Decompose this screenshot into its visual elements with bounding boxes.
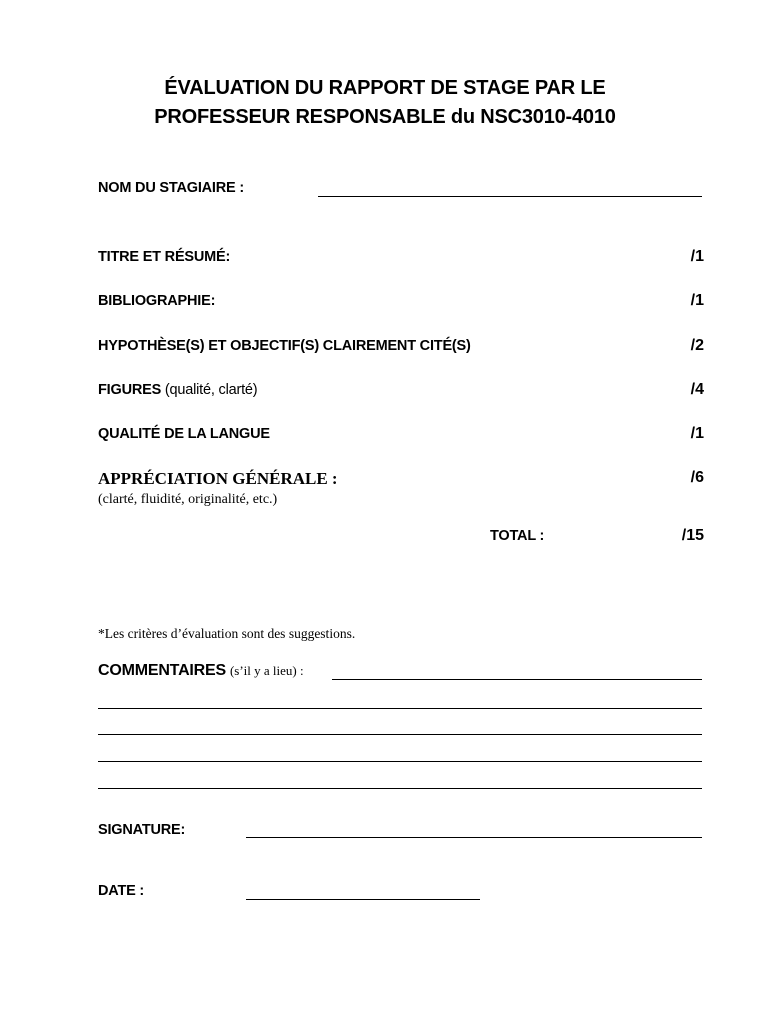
comments-label: [98, 662, 304, 680]
comments-field-line-5[interactable]: [98, 788, 702, 789]
student-name-field[interactable]: [318, 196, 702, 197]
student-name-label: NOM DU STAGIAIRE :: [98, 180, 244, 196]
criterion-figures-note: (qualité, clarté): [164, 382, 258, 398]
criterion-figures-score: /4: [690, 381, 704, 398]
form-title-line-2: PROFESSEUR RESPONSABLE du NSC3010-4010: [154, 106, 616, 128]
general-appreciation-note: (clarté, fluidité, originalité, etc.): [98, 492, 278, 507]
date-label: DATE :: [98, 883, 145, 899]
form-title-line-1: ÉVALUATION DU RAPPORT DE STAGE PAR LE: [164, 77, 606, 99]
criterion-hypotheses-label: HYPOTHÈSE(S) ET OBJECTIF(S) CLAIREMENT CITÉ(S): [98, 338, 471, 354]
total-label: TOTAL :: [490, 528, 545, 544]
total-score: /15: [681, 527, 704, 544]
general-appreciation-label: APPRÉCIATION GÉNÉRALE :: [98, 469, 338, 488]
criterion-title-summary-label: TITRE ET RÉSUMÉ:: [98, 249, 231, 265]
criterion-language-label: QUALITÉ DE LA LANGUE: [98, 426, 270, 442]
evaluation-footnote: *Les critères d’évaluation sont des suggestions.: [98, 626, 356, 641]
general-appreciation-score: /6: [690, 469, 704, 486]
comments-field-line-1[interactable]: [332, 679, 702, 680]
criterion-language-score: /1: [690, 425, 704, 442]
signature-field[interactable]: [246, 837, 702, 838]
criterion-figures-label: [98, 382, 257, 398]
criterion-hypotheses-score: /2: [690, 337, 704, 354]
criterion-bibliography-label: BIBLIOGRAPHIE:: [98, 293, 216, 309]
criterion-bibliography-score: /1: [690, 292, 704, 309]
comments-field-line-3[interactable]: [98, 734, 702, 735]
criterion-title-summary-score: /1: [690, 248, 704, 265]
criterion-figures-title: FIGURES: [98, 382, 162, 398]
comments-field-line-4[interactable]: [98, 761, 702, 762]
date-field[interactable]: [246, 899, 480, 900]
comments-title: COMMENTAIRES: [98, 662, 226, 679]
signature-label: SIGNATURE:: [98, 822, 186, 838]
comments-note: (s’il y a lieu) :: [229, 663, 304, 678]
comments-field-line-2[interactable]: [98, 708, 702, 709]
